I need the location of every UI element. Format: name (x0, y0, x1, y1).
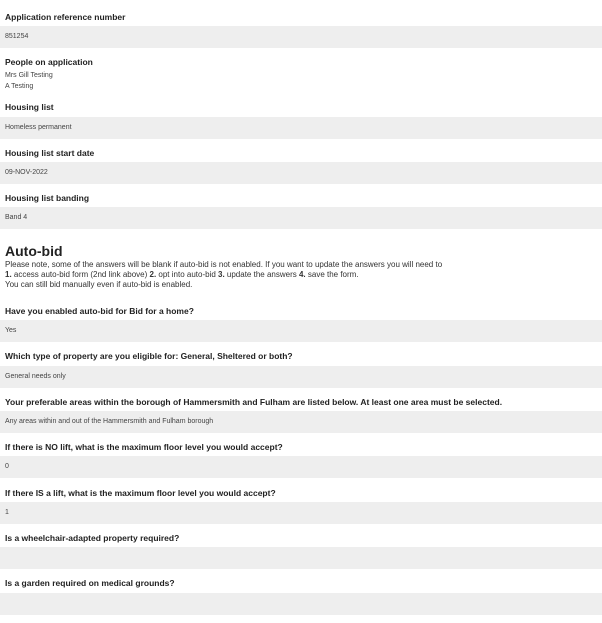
answer-box-no-lift-floor (0, 456, 602, 478)
autobid-title: Auto-bid (5, 243, 63, 259)
question-no-lift-floor: If there is NO lift, what is the maximum floor level you would accept? (5, 442, 283, 452)
person-2: A Testing (5, 83, 34, 90)
answer-box-garden (0, 593, 602, 615)
autobid-steps (5, 270, 359, 279)
answer-no-lift-floor: 0 (5, 463, 9, 470)
person-1: Mrs Gill Testing (5, 72, 53, 79)
autobid-note-line1: Please note, some of the answers will be blank if auto-bid is not enabled. If you want to update the answers you will need to (5, 260, 443, 269)
answer-box-lift-floor (0, 502, 602, 524)
answer-lift-floor: 1 (5, 509, 9, 516)
ref-value-box (0, 26, 602, 48)
question-preferable-areas: Your preferable areas within the borough of Hammersmith and Fulham are listed below. At least one area must be selected. (5, 397, 503, 407)
answer-box-preferable-areas (0, 411, 602, 433)
start-date-label: Housing list start date (5, 148, 95, 158)
question-wheelchair: Is a wheelchair-adapted property required? (5, 533, 180, 543)
step2-number: 2. (149, 270, 157, 279)
answer-box-autobid-enabled (0, 320, 602, 342)
question-autobid-enabled: Have you enabled auto-bid for Bid for a home? (5, 306, 194, 316)
banding-label: Housing list banding (5, 193, 90, 203)
answer-box-property-type (0, 366, 602, 388)
housing-list-box (0, 117, 602, 139)
housing-list-label: Housing list (5, 102, 54, 112)
banding-box (0, 207, 602, 229)
answer-preferable-areas: Any areas within and out of the Hammersmith and Fulham borough (5, 418, 214, 425)
banding-value: Band 4 (5, 214, 28, 221)
step3-text: update the answers (224, 270, 299, 279)
start-date-value: 09-NOV-2022 (5, 169, 48, 176)
step2-text: opt into auto-bid (156, 270, 219, 279)
answer-property-type: General needs only (5, 373, 66, 380)
answer-autobid-enabled: Yes (5, 327, 17, 334)
question-garden: Is a garden required on medical grounds? (5, 578, 175, 588)
autobid-note-line3: You can still bid manually even if auto-bid is enabled. (5, 280, 193, 289)
step4-text: save the form. (305, 270, 359, 279)
step1-text: access auto-bid form (2nd link above) (11, 270, 150, 279)
question-property-type: Which type of property are you eligible for: General, Sheltered or both? (5, 351, 293, 361)
answer-box-wheelchair (0, 547, 602, 569)
step3-number: 3. (218, 270, 225, 279)
ref-value: 851254 (5, 33, 29, 40)
ref-label: Application reference number (5, 12, 126, 22)
housing-list-value: Homeless permanent (5, 124, 72, 131)
start-date-box (0, 162, 602, 184)
step1-number: 1. (5, 270, 12, 279)
step4-number: 4. (298, 270, 306, 279)
question-lift-floor: If there IS a lift, what is the maximum floor level you would accept? (5, 488, 276, 498)
people-label: People on application (5, 57, 93, 67)
